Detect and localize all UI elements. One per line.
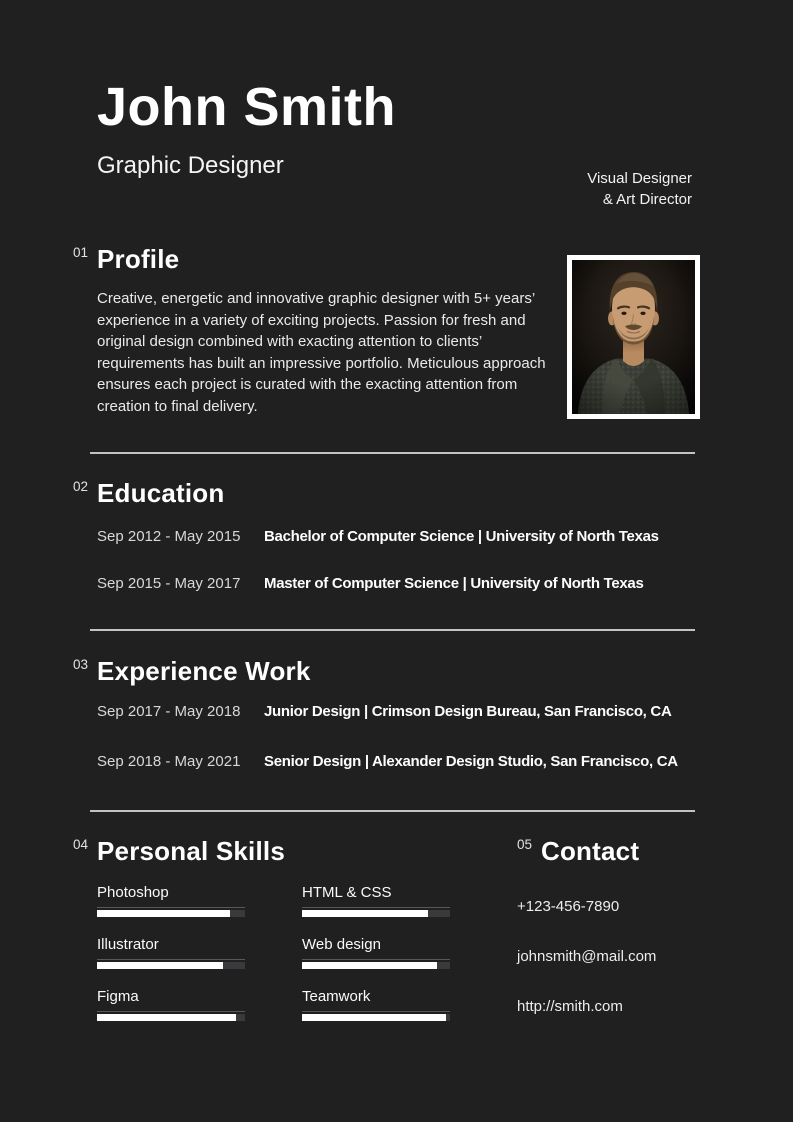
education-row — [97, 575, 695, 593]
tagline-line: & Art Director — [602, 191, 692, 208]
section-title-education: Education — [97, 478, 225, 508]
experience-row — [97, 753, 695, 771]
skill-label: HTML & CSS — [302, 884, 450, 908]
skill-bar-track — [97, 1014, 245, 1021]
tagline-line: Visual Designer — [587, 170, 692, 187]
section-title-skills: Personal Skills — [97, 836, 285, 866]
section-divider — [90, 629, 695, 631]
skill-bar-fill — [97, 962, 223, 969]
education-row — [97, 528, 695, 546]
skill-bar-fill — [97, 1014, 236, 1021]
experience-position: Senior Design | Alexander Design Studio, San Francisco, CA — [264, 753, 678, 770]
experience-dates: Sep 2018 - May 2021 — [97, 753, 241, 770]
section-title-profile: Profile — [97, 244, 180, 274]
skill-item — [97, 988, 245, 1021]
skill-bar-track — [97, 962, 245, 969]
person-name: John Smith — [97, 77, 396, 137]
person-tagline — [587, 168, 692, 210]
bottom-columns — [73, 836, 695, 1048]
section-heading-contact — [517, 836, 695, 866]
skill-bar-fill — [302, 962, 437, 969]
section-heading-education — [73, 478, 695, 508]
profile-summary: Creative, energetic and innovative graphic designer with 5+ years’ experience in a variety of exciting projects. Passion for fresh and original design combined with exacting attention to clients’ requirements has built an impressive portfolio. Meticulous approach ensures each project is curated with the exacting attention from creation to final delivery. — [97, 290, 546, 415]
education-list — [97, 528, 695, 593]
section-divider — [90, 810, 695, 812]
section-title-contact: Contact — [541, 836, 640, 866]
skill-bar-track — [97, 910, 245, 917]
contact-email: johnsmith@mail.com — [517, 948, 657, 965]
contact-list — [517, 898, 695, 1016]
section-heading-skills — [73, 836, 450, 866]
skill-item — [302, 884, 450, 917]
skill-label: Teamwork — [302, 988, 450, 1012]
skills-column-left — [97, 884, 245, 1040]
education-degree: Master of Computer Science | University of North Texas — [264, 575, 644, 592]
skill-label: Photoshop — [97, 884, 245, 908]
skill-bar-fill — [97, 910, 230, 917]
experience-list — [97, 703, 695, 771]
skills-section — [73, 836, 450, 1048]
section-divider — [90, 452, 695, 454]
profile-photo — [567, 255, 700, 419]
contact-section — [517, 836, 695, 1048]
contact-website: http://smith.com — [517, 998, 623, 1015]
education-dates: Sep 2015 - May 2017 — [97, 575, 241, 592]
skill-bar-track — [302, 962, 450, 969]
section-number: 05 — [517, 837, 533, 852]
section-number: 03 — [73, 657, 89, 672]
skill-bar-track — [302, 910, 450, 917]
skill-item — [302, 936, 450, 969]
skill-bar-fill — [302, 1014, 446, 1021]
skill-bar-track — [302, 1014, 450, 1021]
section-title-experience: Experience Work — [97, 656, 311, 686]
skill-item — [302, 988, 450, 1021]
skill-item — [97, 936, 245, 969]
section-heading-experience — [73, 656, 695, 686]
section-number: 02 — [73, 479, 89, 494]
experience-position: Junior Design | Crimson Design Bureau, San Francisco, CA — [264, 703, 672, 720]
skills-column-right — [302, 884, 450, 1040]
person-role: Graphic Designer — [97, 152, 284, 179]
section-number: 04 — [73, 837, 89, 852]
experience-dates: Sep 2017 - May 2018 — [97, 703, 241, 720]
contact-phone: +123-456-7890 — [517, 898, 620, 915]
skill-bar-fill — [302, 910, 428, 917]
skill-label: Figma — [97, 988, 245, 1012]
skills-grid — [97, 884, 450, 1040]
section-number: 01 — [73, 245, 89, 260]
education-degree: Bachelor of Computer Science | University of North Texas — [264, 528, 659, 545]
education-dates: Sep 2012 - May 2015 — [97, 528, 241, 545]
skill-item — [97, 884, 245, 917]
man-portrait-illustration — [572, 260, 695, 414]
skill-label: Illustrator — [97, 936, 245, 960]
experience-row — [97, 703, 695, 721]
skill-label: Web design — [302, 936, 450, 960]
